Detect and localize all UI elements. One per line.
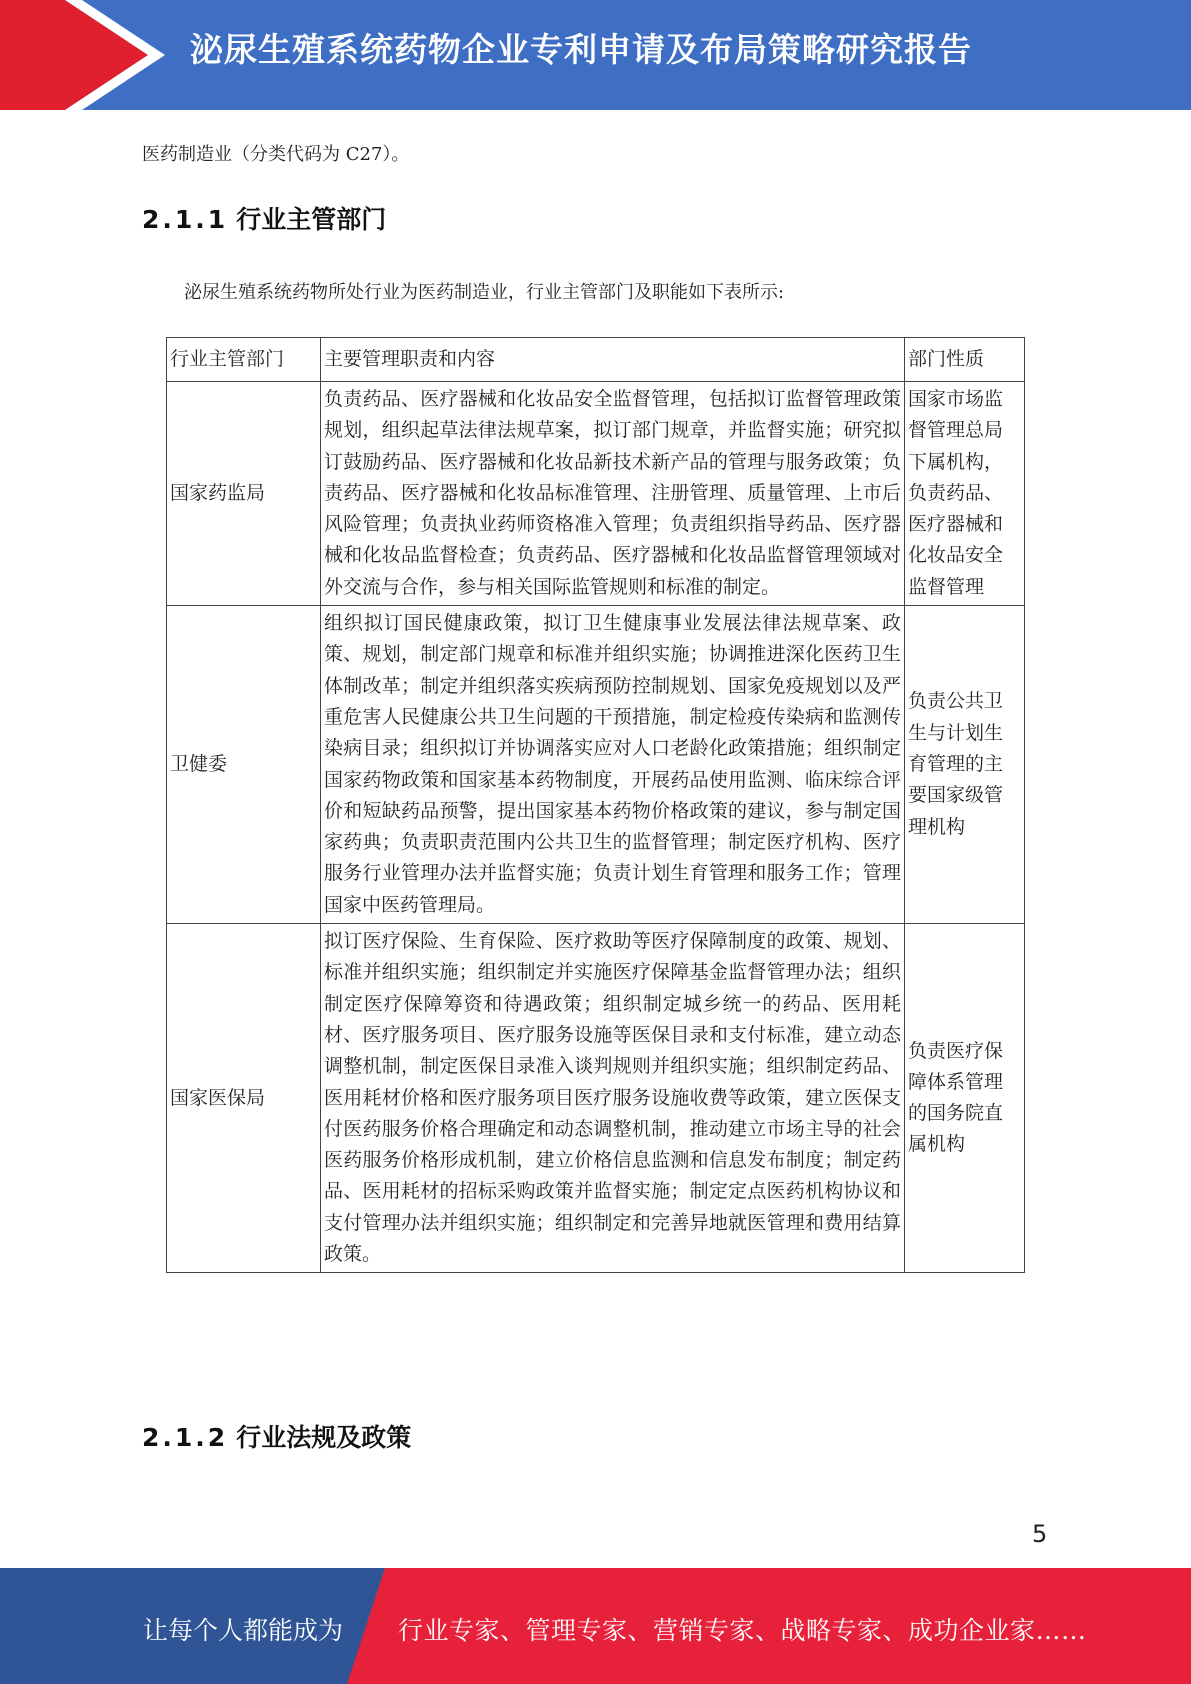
dept-cell: 国家药监局 (167, 382, 321, 606)
nature-cell: 负责医疗保障体系管理的国务院直属机构 (905, 924, 1025, 1273)
section-number: 2.1.1 (142, 205, 229, 234)
section-heading-2-1-2 (142, 1418, 411, 1454)
table-header-row (167, 338, 1025, 382)
department-table (166, 337, 1025, 1273)
duties-cell: 拟订医疗保险、生育保险、医疗救助等医疗保障制度的政策、规划、标准并组织实施；组织制定并实施医疗保障基金监督管理办法；组织制定医疗保障筹资和待遇政策；组织制定城乡统一的药品、医用耗材、医疗服务项目、医疗服务设施等医保目录和支付标准，建立动态调整机制，制定医保目录准入谈判规则并组织实施；组织制定药品、医用耗材价格和医疗服务项目医疗服务设施收费等政策，建立医保支付医药服务价格合理确定和动态调整机制，推动建立市场主导的社会医药服务价格形成机制，建立价格信息监测和信息发布制度；制定药品、医用耗材的招标采购政策并监督实施；制定定点医药机构协议和支付管理办法并组织实施；组织制定和完善异地就医管理和费用结算政策。 (321, 924, 905, 1273)
table-row (167, 382, 1025, 606)
report-title: 泌尿生殖系统药物企业专利申请及布局策略研究报告 (190, 30, 972, 69)
section-title: 行业主管部门 (236, 205, 387, 234)
duties-cell: 负责药品、医疗器械和化妆品安全监督管理，包括拟订监督管理政策规划，组织起草法律法规草案，拟订部门规章，并监督实施；研究拟订鼓励药品、医疗器械和化妆品新技术新产品的管理与服务政策；负责药品、医疗器械和化妆品标准管理、注册管理、质量管理、上市后风险管理；负责执业药师资格准入管理；负责组织指导药品、医疗器械和化妆品监督检查；负责药品、医疗器械和化妆品监督管理领域对外交流与合作，参与相关国际监管规则和标准的制定。 (321, 382, 905, 606)
section-title: 行业法规及政策 (236, 1423, 412, 1452)
lead-paragraph: 泌尿生殖系统药物所处行业为医药制造业，行业主管部门及职能如下表所示: (184, 282, 785, 303)
column-header-duties: 主要管理职责和内容 (321, 338, 905, 382)
table-row (167, 606, 1025, 924)
page-number: 5 (1032, 1520, 1048, 1548)
nature-cell: 负责公共卫生与计划生育管理的主要国家级管理机构 (905, 606, 1025, 924)
footer-slogan-left: 让每个人都能成为 (143, 1616, 344, 1645)
section-number: 2.1.2 (142, 1423, 229, 1452)
report-header-band (0, 0, 1191, 110)
table-row (167, 924, 1025, 1273)
duties-cell: 组织拟订国民健康政策，拟订卫生健康事业发展法律法规草案、政策、规划，制定部门规章和标准并组织实施；协调推进深化医药卫生体制改革；制定并组织落实疾病预防控制规划、国家免疫规划以及严重危害人民健康公共卫生问题的干预措施，制定检疫传染病和监测传染病目录；组织拟订并协调落实应对人口老龄化政策措施；组织制定国家药物政策和国家基本药物制度，开展药品使用监测、临床综合评价和短缺药品预警，提出国家基本药物价格政策的建议，参与制定国家药典；负责职责范围内公共卫生的监督管理；制定医疗机构、医疗服务行业管理办法并监督实施；负责计划生育管理和服务工作；管理国家中医药管理局。 (321, 606, 905, 924)
nature-cell: 国家市场监督管理总局下属机构，负责药品、医疗器械和化妆品安全监督管理 (905, 382, 1025, 606)
report-footer-band (0, 1568, 1191, 1684)
column-header-dept: 行业主管部门 (167, 338, 321, 382)
dept-cell: 国家医保局 (167, 924, 321, 1273)
column-header-nature: 部门性质 (905, 338, 1025, 382)
intro-line: 医药制造业（分类代码为 C27）。 (142, 144, 410, 165)
section-heading-2-1-1 (142, 200, 386, 236)
footer-slogan-right: 行业专家、管理专家、营销专家、战略专家、成功企业家…… (398, 1616, 1087, 1645)
dept-cell: 卫健委 (167, 606, 321, 924)
